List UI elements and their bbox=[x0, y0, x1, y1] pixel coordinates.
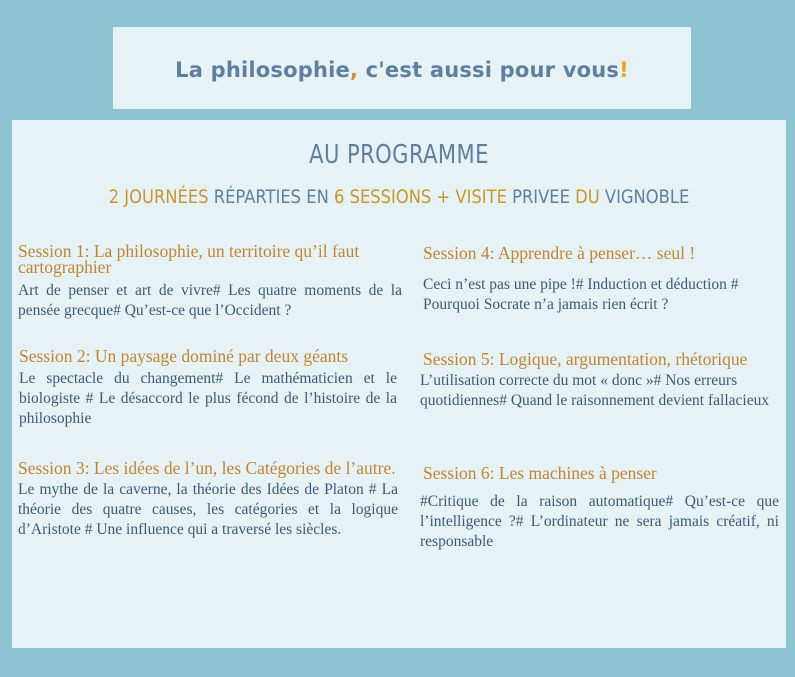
subtitle-du: DU bbox=[575, 186, 600, 208]
program-panel bbox=[12, 120, 786, 648]
session-4 bbox=[423, 245, 779, 315]
program-title: AU PROGRAMME bbox=[309, 140, 489, 170]
session-5-title: Session 5: Logique, argumentation, rhétorique bbox=[423, 349, 748, 369]
banner-title-comma: , bbox=[349, 58, 359, 82]
session-2 bbox=[19, 348, 397, 429]
banner-title bbox=[175, 54, 629, 82]
session-1-body: Art de penser et art de vivre# Les quatre moments de la pensée grecque# Qu’est-ce que l’Occident ? bbox=[18, 282, 402, 319]
session-3-title: Session 3: Les idées de l’un, les Catégories de l’autre. bbox=[18, 458, 396, 478]
session-6 bbox=[420, 463, 779, 552]
session-4-title: Session 4: Apprendre à penser… seul ! bbox=[423, 243, 696, 263]
session-5 bbox=[420, 349, 779, 411]
program-subtitle bbox=[66, 186, 732, 208]
session-4-body: Ceci n’est pas une pipe !# Induction et déduction # Pourquoi Socrate n’a jamais rien écrit ? bbox=[423, 276, 739, 313]
subtitle-days: 2 JOURNÉES bbox=[108, 186, 209, 208]
session-6-title: Session 6: Les machines à penser bbox=[423, 463, 657, 483]
banner-title-part2: c'est aussi pour vous bbox=[358, 58, 620, 82]
subtitle-sessions: 6 SESSIONS bbox=[334, 186, 432, 208]
subtitle-text-3: VIGNOBLE bbox=[599, 186, 690, 208]
session-5-body: L’utilisation correcte du mot « donc »# Nos erreurs quotidiennes# Quand le raisonnement devient fallacieux bbox=[420, 372, 770, 409]
session-1 bbox=[18, 243, 402, 321]
session-2-title: Session 2: Un paysage dominé par deux géants bbox=[19, 346, 349, 366]
subtitle-text-1: RÉPARTIES EN bbox=[208, 186, 335, 208]
header-banner bbox=[113, 27, 691, 109]
subtitle-plus: + bbox=[431, 186, 456, 208]
session-6-body: #Critique de la raison automatique# Qu’est-ce que l’intelligence ?# L’ordinateur ne sera jamais créatif, ni responsable bbox=[420, 493, 779, 550]
subtitle-text-2: PRIVEE bbox=[506, 186, 576, 208]
session-3 bbox=[18, 460, 398, 540]
session-3-body: Le mythe de la caverne, la théorie des Idées de Platon # La théorie des quatre causes, les catégories et la logique d’Aristote # Une influence qui a traversé les siècles. bbox=[18, 481, 398, 538]
session-2-body: Le spectacle du changement# Le mathématicien et le biologiste # Le désaccord le plus fécond de l’histoire de la philosophie bbox=[19, 370, 397, 427]
banner-title-bang: ! bbox=[619, 58, 629, 82]
session-1-title: Session 1: La philosophie, un territoire qu’il faut cartographier bbox=[18, 241, 360, 277]
subtitle-visite: VISITE bbox=[455, 186, 507, 208]
banner-title-part1: La philosophie bbox=[175, 58, 350, 82]
